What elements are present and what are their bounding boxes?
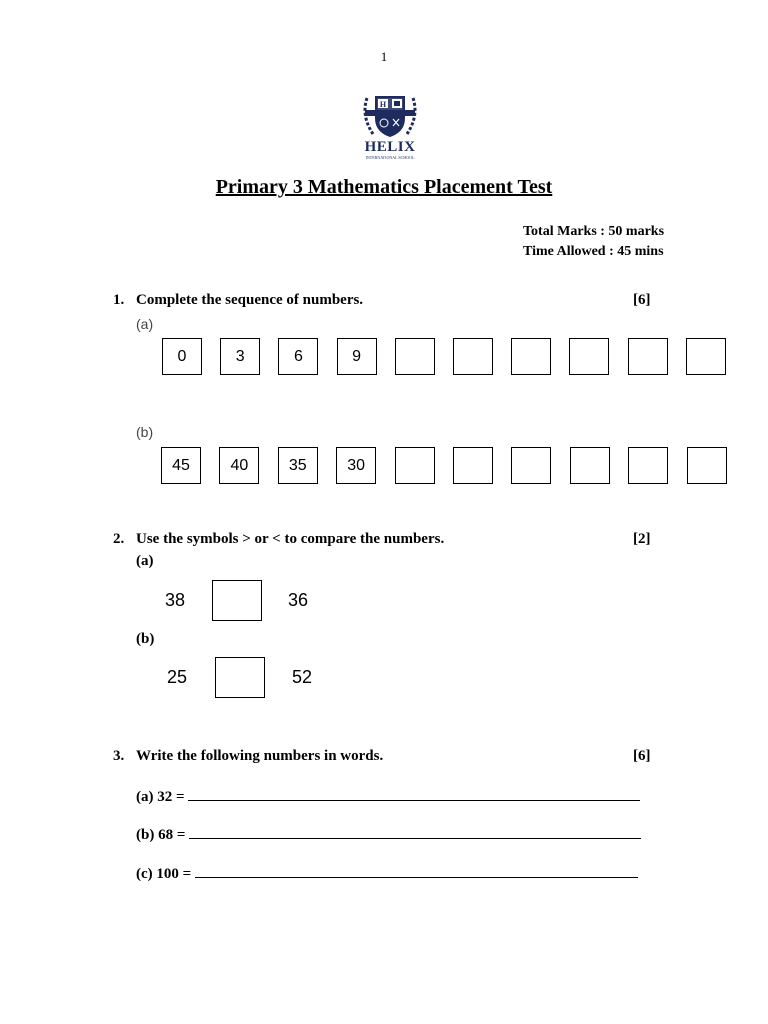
- sequence-b-box-1: 45: [161, 447, 201, 484]
- question-2a-label: (a): [136, 553, 154, 569]
- question-1a-label: (a): [136, 316, 154, 332]
- answer-line-c[interactable]: [195, 865, 638, 878]
- school-logo: [359, 90, 421, 162]
- sequence-b-box-5[interactable]: [395, 447, 435, 484]
- answer-row-c: [136, 865, 638, 883]
- question-3-marks: [6]: [633, 748, 651, 764]
- answer-row-a: [136, 788, 640, 806]
- page-number: 1: [380, 49, 388, 64]
- sequence-b-box-9[interactable]: [628, 447, 668, 484]
- sequence-a-box-6[interactable]: [453, 338, 493, 375]
- answer-row-c-prompt: (c) 100 =: [136, 866, 192, 882]
- time-allowed: Time Allowed : 45 mins: [523, 244, 664, 259]
- sequence-a-box-2: 3: [220, 338, 260, 375]
- question-3-number: 3.: [113, 748, 125, 764]
- question-1-number: 1.: [113, 292, 125, 308]
- logo-brand: HELIX: [364, 139, 416, 155]
- page-title: Primary 3 Mathematics Placement Test: [215, 176, 553, 198]
- compare-b-left: 25: [167, 667, 188, 687]
- question-2-number: 2.: [113, 531, 125, 547]
- sequence-a-box-9[interactable]: [628, 338, 668, 375]
- compare-a-left: 38: [165, 590, 186, 610]
- compare-a-answer-box[interactable]: [212, 580, 262, 621]
- sequence-a-box-3: 6: [278, 338, 318, 375]
- answer-row-b: [136, 826, 641, 844]
- compare-a-right: 36: [288, 590, 309, 610]
- answer-row-b-prompt: (b) 68 =: [136, 827, 186, 843]
- question-3-text: Write the following numbers in words.: [136, 748, 384, 764]
- sequence-b-box-3: 35: [278, 447, 318, 484]
- question-1: [113, 292, 363, 309]
- sequence-a-box-1: 0: [162, 338, 202, 375]
- answer-row-a-prompt: (a) 32 =: [136, 789, 185, 805]
- school-crest-icon: [359, 90, 421, 140]
- question-2-marks: [2]: [633, 531, 651, 547]
- total-marks: Total Marks : 50 marks: [523, 224, 665, 239]
- sequence-a-box-4: 9: [337, 338, 377, 375]
- question-3: [113, 748, 383, 765]
- question-1-marks: [6]: [633, 292, 651, 308]
- question-2b-label: (b): [136, 631, 155, 647]
- question-1b-label: (b): [136, 424, 154, 440]
- sequence-b-box-8[interactable]: [570, 447, 610, 484]
- sequence-b-box-4: 30: [336, 447, 376, 484]
- sequence-b-box-2: 40: [219, 447, 259, 484]
- sequence-a-box-7[interactable]: [511, 338, 551, 375]
- question-2-text: Use the symbols > or < to compare the numbers.: [136, 531, 445, 547]
- answer-line-b[interactable]: [189, 826, 641, 839]
- compare-b-answer-box[interactable]: [215, 657, 265, 698]
- sequence-a-box-10[interactable]: [686, 338, 726, 375]
- sequence-b-box-7[interactable]: [511, 447, 551, 484]
- logo-subtitle: INTERNATIONAL SCHOOL: [365, 155, 415, 160]
- compare-b-right: 52: [292, 667, 313, 687]
- question-1-text: Complete the sequence of numbers.: [136, 292, 364, 308]
- question-2: [113, 531, 444, 548]
- sequence-b-box-10[interactable]: [687, 447, 727, 484]
- svg-text:H: H: [379, 100, 387, 109]
- sequence-a-box-8[interactable]: [569, 338, 609, 375]
- sequence-a-box-5[interactable]: [395, 338, 435, 375]
- sequence-b-box-6[interactable]: [453, 447, 493, 484]
- answer-line-a[interactable]: [188, 788, 640, 801]
